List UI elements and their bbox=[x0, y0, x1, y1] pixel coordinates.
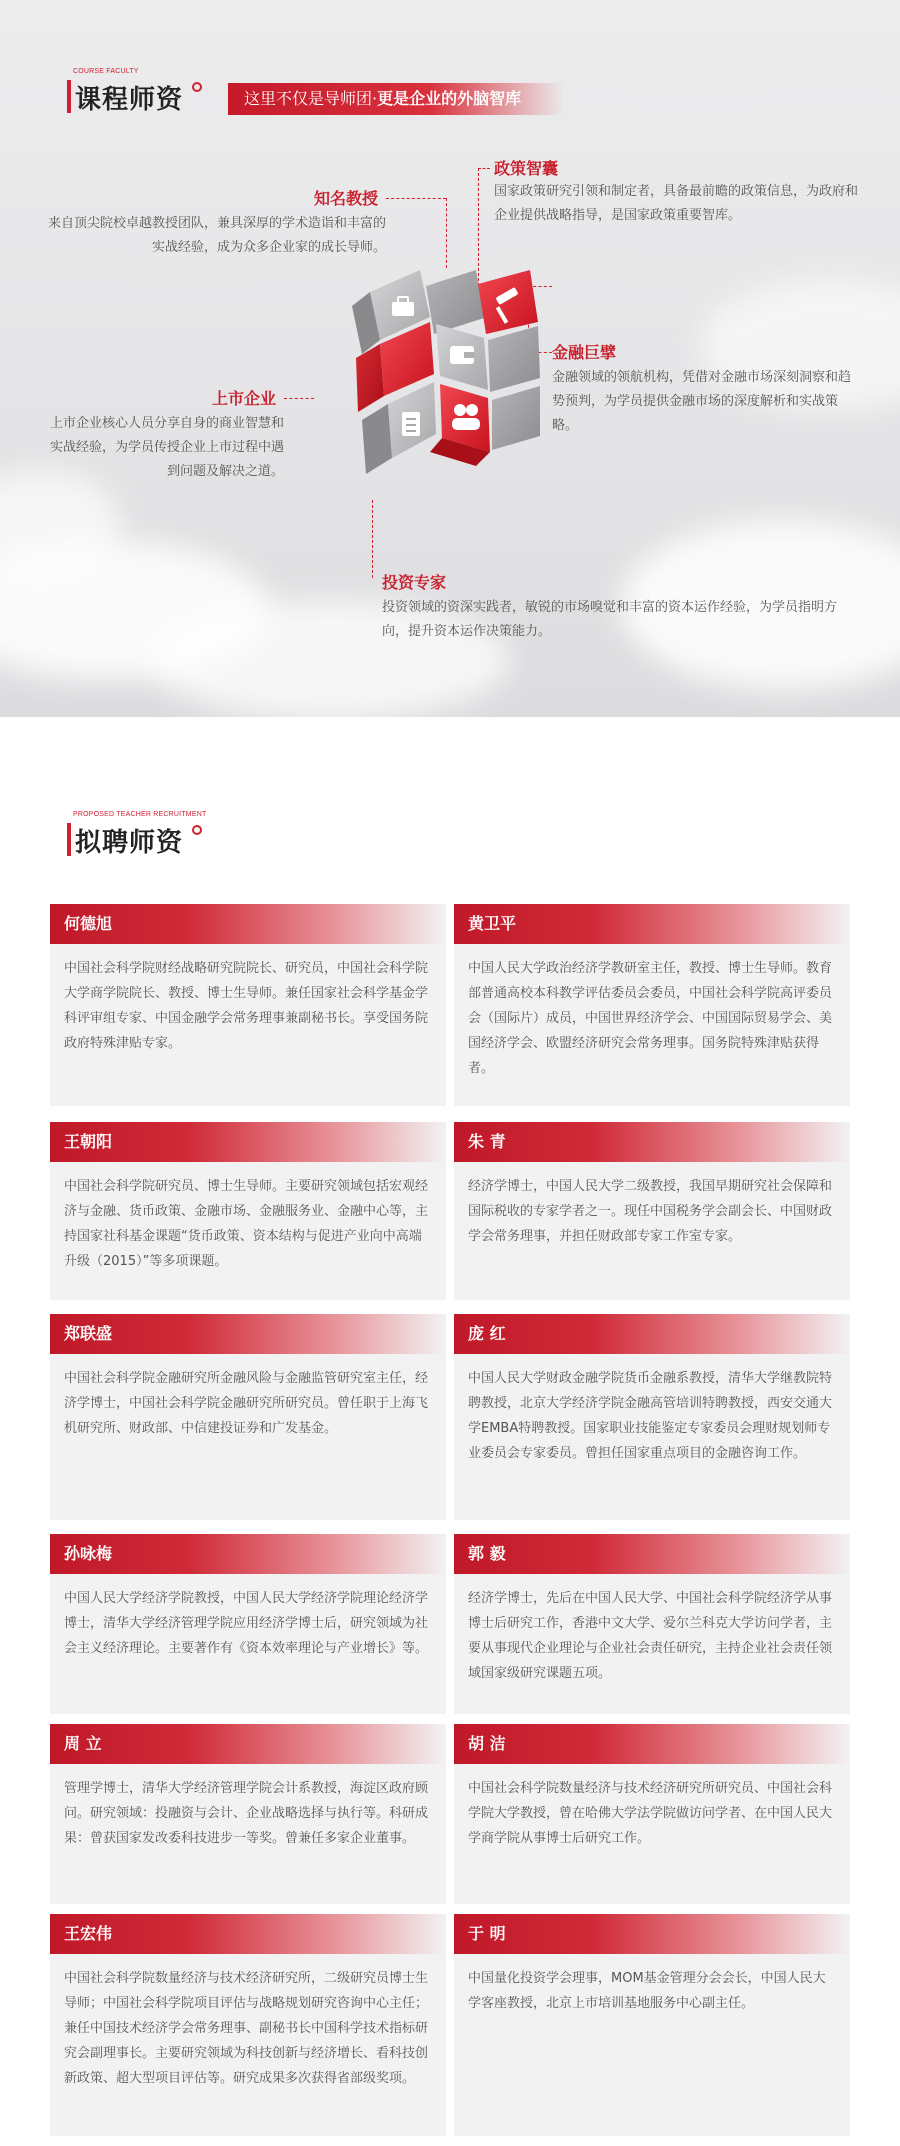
feature-desc-professor: 来自顶尖院校卓越教授团队，兼具深厚的学术造诣和丰富的实战经验，成为众多企业家的成长导师。 bbox=[48, 216, 387, 255]
feature-desc-investor: 投资领域的资深实践者，敏锐的市场嗅觉和丰富的资本运作经验，为学员指明方向，提升资本运作决策能力。 bbox=[382, 600, 838, 639]
feature-desc-listed: 上市企业核心人员分享自身的商业智慧和实战经验，为学员传授企业上市过程中遇到问题及解决之道。 bbox=[49, 416, 284, 479]
recruit-title-en: PROPOSED TEACHER RECRUITMENT bbox=[73, 811, 207, 818]
cube-block bbox=[488, 326, 540, 392]
feature-title-investor: 投资专家 bbox=[382, 573, 447, 592]
cube-block bbox=[478, 270, 538, 334]
slogan-plain: 这里不仅是导师团· bbox=[244, 89, 378, 108]
teacher-card bbox=[50, 1914, 446, 2136]
teacher-card bbox=[454, 1314, 850, 1520]
teacher-card bbox=[454, 1724, 850, 1904]
teacher-desc: 中国社会科学院研究员、博士生导师。主要研究领域包括宏观经济与金融、货币政策、金融市场、金融服务业、金融中心等，主持国家社科基金课题“货币政策、资本结构与促进产业向中高端升级（2015）”等多项课题。 bbox=[64, 1179, 429, 1269]
title-ring-icon bbox=[192, 825, 202, 835]
teacher-desc: 中国量化投资学会理事，MOM基金管理分会会长，中国人民大学客座教授，北京上市培训基地服务中心副主任。 bbox=[468, 1971, 826, 2011]
feature-title-professor: 知名教授 bbox=[314, 189, 379, 208]
feature-title-listed: 上市企业 bbox=[212, 389, 277, 408]
cube-block bbox=[426, 270, 484, 334]
feature-title-finance: 金融巨擘 bbox=[552, 343, 617, 362]
teacher-card bbox=[454, 1914, 850, 2136]
feature-desc-finance: 金融领域的领航机构，凭借对金融市场深刻洞察和趋势预判，为学员提供金融市场的深度解析和实战策略。 bbox=[552, 370, 852, 433]
teacher-desc: 中国人民大学经济学院教授，中国人民大学经济学院理论经济学博士，清华大学经济管理学院应用经济学博士后，研究领域为社会主义经济理论。主要著作有《资本效率理论与产业增长》等。 bbox=[64, 1591, 429, 1656]
feature-desc-policy: 国家政策研究引领和制定者，具备最前瞻的政策信息，为政府和企业提供战略指导，是国家政策重要智库。 bbox=[494, 184, 859, 223]
teacher-card bbox=[454, 1122, 850, 1300]
teacher-desc: 经济学博士，先后在中国人民大学、中国社会科学院经济学从事博士后研究工作，香港中文大学、爱尔兰科克大学访问学者，主要从事现代企业理论与企业社会责任研究，主持企业社会责任领域国家级研究课题五项。 bbox=[468, 1591, 833, 1681]
teacher-name: 何德旭 bbox=[50, 904, 446, 944]
teacher-card bbox=[50, 904, 446, 1106]
recruit-title-cn: 拟聘师资 bbox=[75, 828, 184, 858]
teacher-desc: 中国社会科学院金融研究所金融风险与金融监管研究室主任，经济学博士，中国社会科学院金融研究所研究员。曾任职于上海飞机研究所、财政部、中信建投证券和广发基金。 bbox=[64, 1371, 429, 1436]
cube-block bbox=[492, 386, 540, 450]
wallet-icon bbox=[450, 346, 474, 364]
course-faculty-section bbox=[0, 0, 900, 717]
teacher-desc: 中国人民大学政治经济学教研室主任，教授、博士生导师。教育部普通高校本科教学评估委员会委员，中国社会科学院高评委员会（国际片）成员，中国世界经济学会、中国国际贸易学会、美国经济学会、欧盟经济研究会常务理事。国务院特殊津贴获得者。 bbox=[468, 961, 833, 1076]
teacher-card bbox=[454, 904, 850, 1106]
teacher-desc: 管理学博士，清华大学经济管理学院会计系教授，海淀区政府顾问。研究领域：投融资与会计、企业战略选择与执行等。科研成果：曾获国家发改委科技进步一等奖。曾兼任多家企业董事。 bbox=[64, 1781, 429, 1846]
teacher-desc: 中国社会科学院财经战略研究院院长、研究员，中国社会科学院大学商学院院长、教授、博士生导师。兼任国家社会科学基金学科评审组专家、中国金融学会常务理事兼副秘书长。享受国务院政府特殊津贴专家。 bbox=[64, 961, 429, 1051]
teacher-name: 庞 红 bbox=[454, 1314, 850, 1354]
teacher-name: 郑联盛 bbox=[50, 1314, 446, 1354]
title-ring-icon bbox=[192, 82, 202, 92]
connector-line bbox=[446, 198, 447, 268]
teacher-card bbox=[50, 1724, 446, 1904]
teacher-desc: 中国社会科学院数量经济与技术经济研究所研究员、中国社会科学院大学教授，曾在哈佛大学法学院做访问学者、在中国人民大学商学院从事博士后研究工作。 bbox=[468, 1781, 833, 1846]
teacher-desc: 经济学博士，中国人民大学二级教授，我国早期研究社会保障和国际税收的专家学者之一。现任中国税务学会副会长、中国财政学会常务理事，并担任财政部专家工作室专家。 bbox=[468, 1179, 833, 1244]
teacher-name: 王朝阳 bbox=[50, 1122, 446, 1162]
section-title-en: COURSE FACULTY bbox=[73, 68, 139, 75]
slogan-bold: 更是企业的外脑智库 bbox=[377, 89, 522, 108]
document-icon bbox=[402, 412, 420, 436]
teacher-name: 王宏伟 bbox=[50, 1914, 446, 1954]
slogan-banner bbox=[228, 83, 564, 115]
teacher-desc: 中国人民大学财政金融学院货币金融系教授，清华大学继教院特聘教授，北京大学经济学院金融高管培训特聘教授，西安交通大学EMBA特聘教授。国家职业技能鉴定专家委员会理财规划师专业委员会专家委员。曾担任国家重点项目的金融咨询工作。 bbox=[468, 1371, 833, 1461]
section-title-cn: 课程师资 bbox=[75, 85, 184, 115]
teacher-name: 郭 毅 bbox=[454, 1534, 850, 1574]
teacher-desc: 中国社会科学院数量经济与技术经济研究所，二级研究员博士生导师；中国社会科学院项目评估与战略规划研究咨询中心主任；兼任中国技术经济学会常务理事、副秘书长中国科学技术指标研究会副理事长。主要研究领域为科技创新与经济增长、看科技创新政策、超大型项目评估等。研究成果多次获得省部级奖项。 bbox=[64, 1971, 429, 2086]
teacher-name: 黄卫平 bbox=[454, 904, 850, 944]
teacher-name: 朱 青 bbox=[454, 1122, 850, 1162]
connector-line bbox=[386, 198, 446, 199]
teacher-card bbox=[50, 1314, 446, 1520]
title-accent-bar bbox=[67, 80, 71, 113]
title-accent-bar bbox=[67, 823, 71, 856]
teacher-card bbox=[50, 1534, 446, 1714]
teacher-card bbox=[454, 1534, 850, 1714]
faculty-cube-graphic bbox=[300, 262, 560, 522]
teacher-name: 于 明 bbox=[454, 1914, 850, 1954]
teacher-card bbox=[50, 1122, 446, 1300]
feature-title-policy: 政策智囊 bbox=[494, 159, 559, 178]
connector-line bbox=[478, 168, 490, 169]
teacher-name: 孙咏梅 bbox=[50, 1534, 446, 1574]
teacher-name: 周 立 bbox=[50, 1724, 446, 1764]
teacher-name: 胡 洁 bbox=[454, 1724, 850, 1764]
